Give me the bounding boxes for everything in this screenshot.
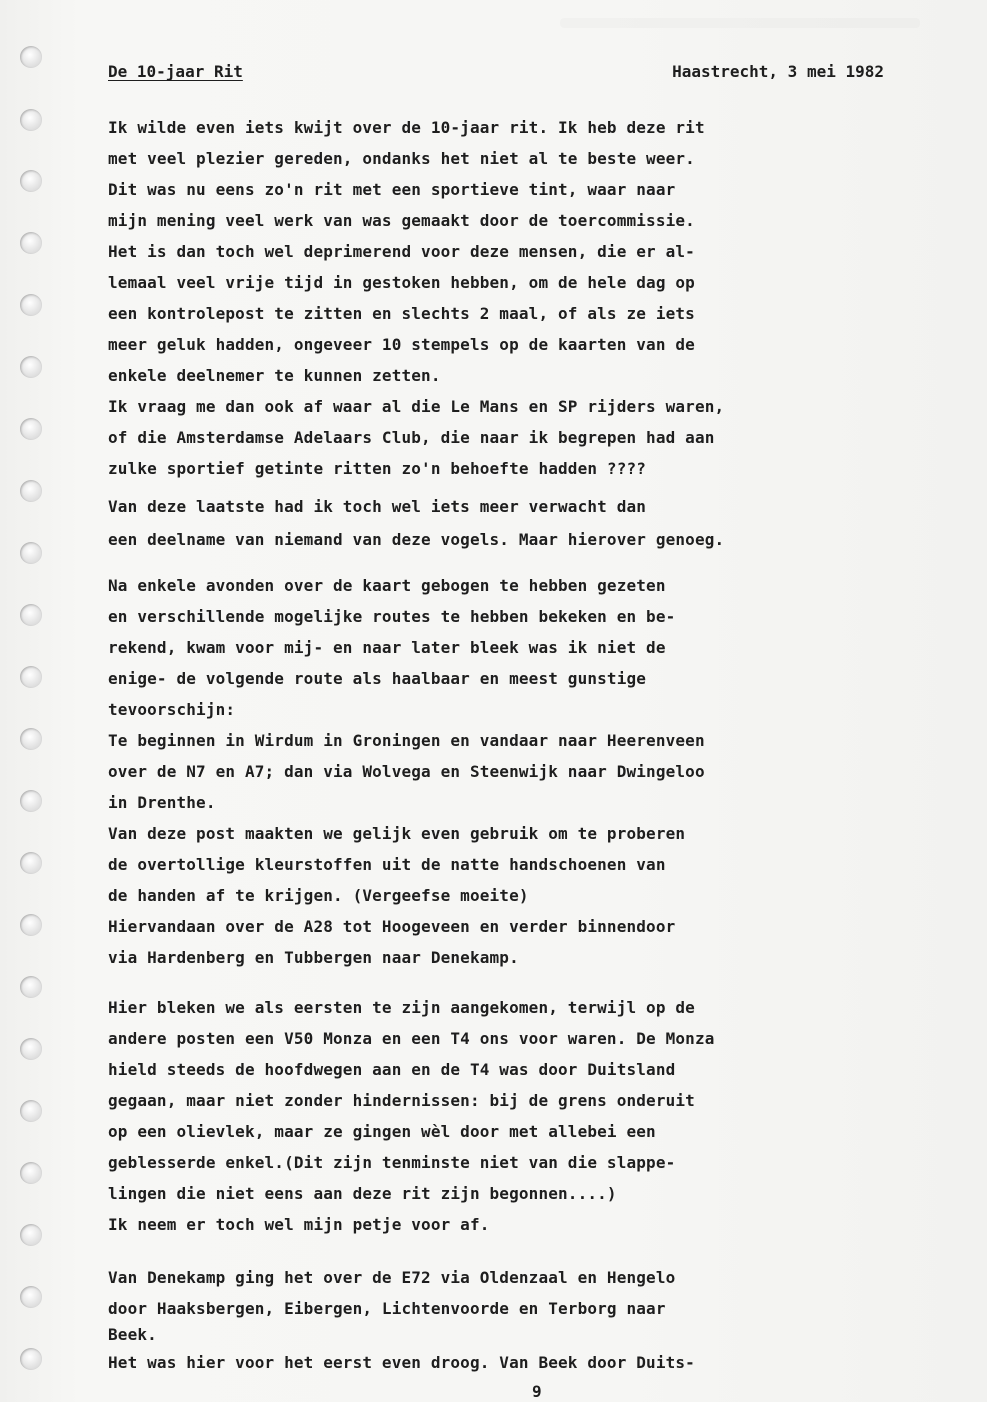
text-line: met veel plezier gereden, ondanks het niet al te beste weer.: [108, 149, 695, 168]
binder-hole: [20, 728, 42, 750]
binder-hole: [20, 46, 42, 68]
text-line: Hiervandaan over de A28 tot Hoogeveen en verder binnendoor: [108, 917, 676, 936]
binder-hole: [20, 1286, 42, 1308]
page-number: 9: [532, 1382, 542, 1401]
binder-hole: [20, 1348, 42, 1370]
text-line: enige- de volgende route als haalbaar en meest gunstige: [108, 669, 647, 688]
document-title: De 10-jaar Rit: [108, 62, 243, 81]
text-line: Ik vraag me dan ook af waar al die Le Mans en SP rijders waren,: [108, 397, 725, 416]
text-line: rekend, kwam voor mij- en naar later bleek was ik niet de: [108, 638, 666, 657]
binder-hole: [20, 356, 42, 378]
binder-holes: [20, 40, 46, 1400]
text-line: een deelname van niemand van deze vogels. Maar hierover genoeg.: [108, 530, 725, 549]
text-line: de overtollige kleurstoffen uit de natte handschoenen van: [108, 855, 666, 874]
text-line: geblesserde enkel.(Dit zijn tenminste niet van die slappe-: [108, 1153, 676, 1172]
text-line: zulke sportief getinte ritten zo'n behoefte hadden ????: [108, 459, 647, 478]
text-line: op een olievlek, maar ze gingen wèl door met allebei een: [108, 1122, 656, 1141]
text-line: Van Denekamp ging het over de E72 via Oldenzaal en Hengelo: [108, 1268, 676, 1287]
text-line: een kontrolepost te zitten en slechts 2 maal, of als ze iets: [108, 304, 695, 323]
text-line: Ik wilde even iets kwijt over de 10-jaar rit. Ik heb deze rit: [108, 118, 705, 137]
binder-hole: [20, 852, 42, 874]
text-line: Dit was nu eens zo'n rit met een sportieve tint, waar naar: [108, 180, 676, 199]
text-line: of die Amsterdamse Adelaars Club, die naar ik begrepen had aan: [108, 428, 715, 447]
text-line: Van deze laatste had ik toch wel iets meer verwacht dan: [108, 497, 647, 516]
binder-hole: [20, 1224, 42, 1246]
place-and-date: Haastrecht, 3 mei 1982: [672, 62, 884, 81]
binder-hole: [20, 294, 42, 316]
text-line: Te beginnen in Wirdum in Groningen en vandaar naar Heerenveen: [108, 731, 705, 750]
text-line: en verschillende mogelijke routes te hebben bekeken en be-: [108, 607, 676, 626]
text-line: meer geluk hadden, ongeveer 10 stempels op de kaarten van de: [108, 335, 695, 354]
text-line: Het was hier voor het eerst even droog. Van Beek door Duits-: [108, 1353, 695, 1372]
binder-hole: [20, 790, 42, 812]
text-line: Na enkele avonden over de kaart gebogen te hebben gezeten: [108, 576, 666, 595]
text-line: de handen af te krijgen. (Vergeefse moeite): [108, 886, 529, 905]
text-line: Hier bleken we als eersten te zijn aangekomen, terwijl op de: [108, 998, 695, 1017]
binder-hole: [20, 1038, 42, 1060]
text-line: andere posten een V50 Monza en een T4 ons voor waren. De Monza: [108, 1029, 715, 1048]
binder-hole: [20, 976, 42, 998]
text-line: gegaan, maar niet zonder hindernissen: bij de grens onderuit: [108, 1091, 695, 1110]
text-line: Van deze post maakten we gelijk even gebruik om te proberen: [108, 824, 686, 843]
binder-hole: [20, 914, 42, 936]
text-line: Het is dan toch wel deprimerend voor deze mensen, die er al-: [108, 242, 695, 261]
binder-hole: [20, 666, 42, 688]
text-line: in Drenthe.: [108, 793, 216, 812]
binder-hole: [20, 1162, 42, 1184]
document-header: [108, 62, 884, 90]
text-line: lingen die niet eens aan deze rit zijn begonnen....): [108, 1184, 617, 1203]
binder-hole: [20, 604, 42, 626]
text-line: door Haaksbergen, Eibergen, Lichtenvoorde en Terborg naar: [108, 1299, 666, 1318]
binder-hole: [20, 232, 42, 254]
binder-hole: [20, 170, 42, 192]
binder-hole: [20, 109, 42, 131]
text-line: hield steeds de hoofdwegen aan en de T4 was door Duitsland: [108, 1060, 676, 1079]
bleed-through-shadow: [560, 18, 920, 28]
text-line: Beek.: [108, 1325, 157, 1344]
text-line: Ik neem er toch wel mijn petje voor af.: [108, 1215, 490, 1234]
text-line: over de N7 en A7; dan via Wolvega en Steenwijk naar Dwingeloo: [108, 762, 705, 781]
binder-hole: [20, 480, 42, 502]
text-line: lemaal veel vrije tijd in gestoken hebben, om de hele dag op: [108, 273, 695, 292]
text-line: via Hardenberg en Tubbergen naar Denekamp.: [108, 948, 519, 967]
text-line: tevoorschijn:: [108, 700, 236, 719]
binder-hole: [20, 418, 42, 440]
text-line: mijn mening veel werk van was gemaakt door de toercommissie.: [108, 211, 695, 230]
binder-hole: [20, 542, 42, 564]
binder-hole: [20, 1100, 42, 1122]
text-line: enkele deelnemer te kunnen zetten.: [108, 366, 441, 385]
